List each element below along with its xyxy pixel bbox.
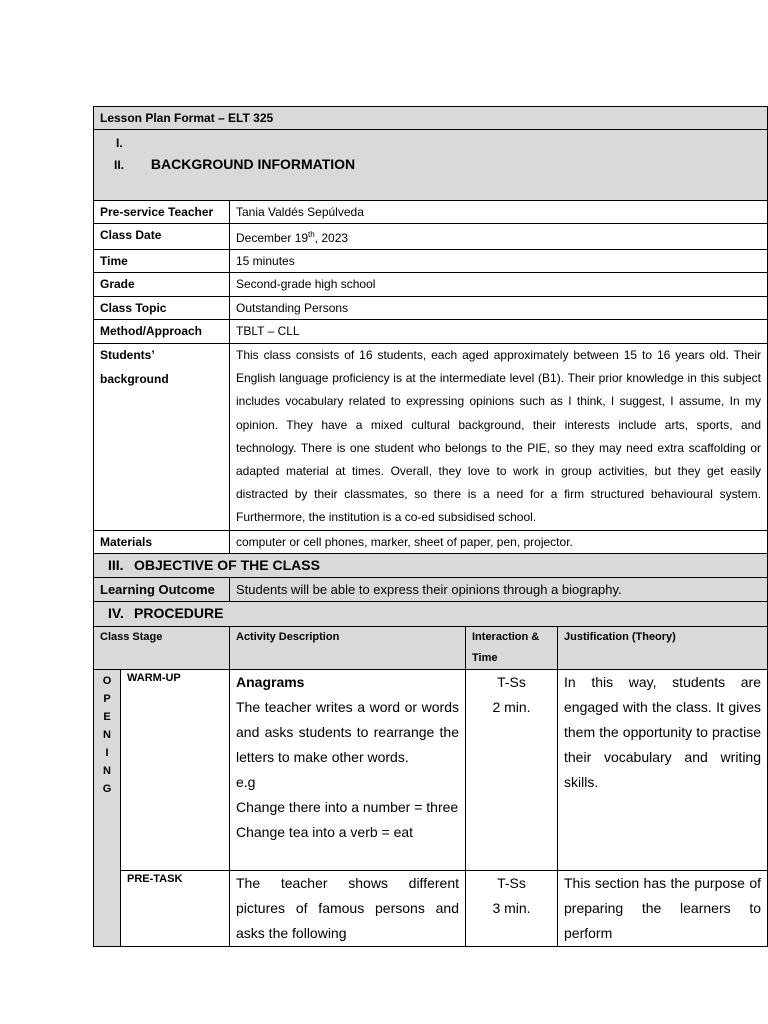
class-date-value: December 19th, 2023 [230, 224, 768, 250]
teacher-label: Pre-service Teacher [94, 201, 230, 224]
section-2-number: II. [114, 158, 125, 172]
time-value: 15 minutes [230, 250, 768, 273]
procedure-row [94, 669, 768, 870]
procedure-section-header [94, 601, 768, 626]
opening-stage-label: O P E N I N G [94, 669, 121, 946]
procedure-header-interaction: Interaction & Time [466, 626, 558, 669]
procedure-row [94, 870, 768, 946]
pre-task-interaction: T-Ss 3 min. [466, 870, 558, 946]
procedure-header-justification: Justification (Theory) [558, 626, 768, 669]
grade-label: Grade [94, 273, 230, 297]
section-1-number: I. [116, 136, 123, 150]
warm-up-activity: Anagrams The teacher writes a word or words and asks students to rearrange the letters to make other words. e.g Change there into a number = three Change tea into a verb = eat [230, 669, 466, 870]
section-4-number: IV. [108, 604, 124, 621]
method-value: TBLT – CLL [230, 320, 768, 344]
learning-outcome-value: Students will be able to express their opinions through a biography. [230, 577, 768, 601]
class-date-label: Class Date [94, 224, 230, 250]
materials-label: Materials [94, 530, 230, 553]
warm-up-stage: WARM-UP [121, 669, 230, 870]
section-3-number: III. [108, 556, 124, 573]
section-2-title: BACKGROUND INFORMATION [150, 156, 356, 172]
class-topic-value: Outstanding Persons [230, 297, 768, 320]
time-label: Time [94, 250, 230, 273]
pre-task-stage: PRE-TASK [121, 870, 230, 946]
warm-up-activity-title: Anagrams [236, 673, 305, 690]
pre-task-activity: The teacher shows different pictures of famous persons and asks the following [230, 870, 466, 946]
warm-up-interaction: T-Ss 2 min. [466, 669, 558, 870]
materials-value: computer or cell phones, marker, sheet of paper, pen, projector. [230, 530, 768, 553]
background-section-header [94, 130, 768, 201]
pre-task-justification: This section has the purpose of preparing the learners to perform [558, 870, 768, 946]
objective-section-header [94, 553, 768, 577]
lesson-plan-document [93, 106, 767, 947]
students-background-value: This class consists of 16 students, each aged approximately between 15 to 16 years old. Their English language proficiency is at the intermediate level (B1). Their prior knowledge in this subject includes vocabulary related to expressing opinions such as I think, I suggest, I assume, In my opinion. They have a mixed cultural background, their interests include arts, sports, and technology. There is one student who belongs to the PIE, so they may need extra scaffolding or adapted material at times. Overall, they love to work in group activities, but they get easily distracted by their classmates, so there is a need for a firm structured behavioural system. Furthermore, the institution is a co-ed subsidised school. [230, 344, 768, 531]
teacher-value: Tania Valdés Sepúlveda [230, 201, 768, 224]
section-4-title: PROCEDURE [134, 604, 224, 621]
section-3-title: OBJECTIVE OF THE CLASS [134, 556, 320, 573]
lesson-plan-table [93, 106, 768, 947]
warm-up-justification: In this way, students are engaged with the class. It gives them the opportunity to practise their vocabulary and writing skills. [558, 669, 768, 870]
method-label: Method/Approach [94, 320, 230, 344]
procedure-header-activity: Activity Description [230, 626, 466, 669]
document-title: Lesson Plan Format – ELT 325 [94, 107, 768, 130]
grade-value: Second-grade high school [230, 273, 768, 297]
class-topic-label: Class Topic [94, 297, 230, 320]
procedure-header-stage: Class Stage [94, 626, 230, 669]
students-background-label: Students’ background [94, 344, 230, 531]
learning-outcome-label: Learning Outcome [94, 577, 230, 601]
